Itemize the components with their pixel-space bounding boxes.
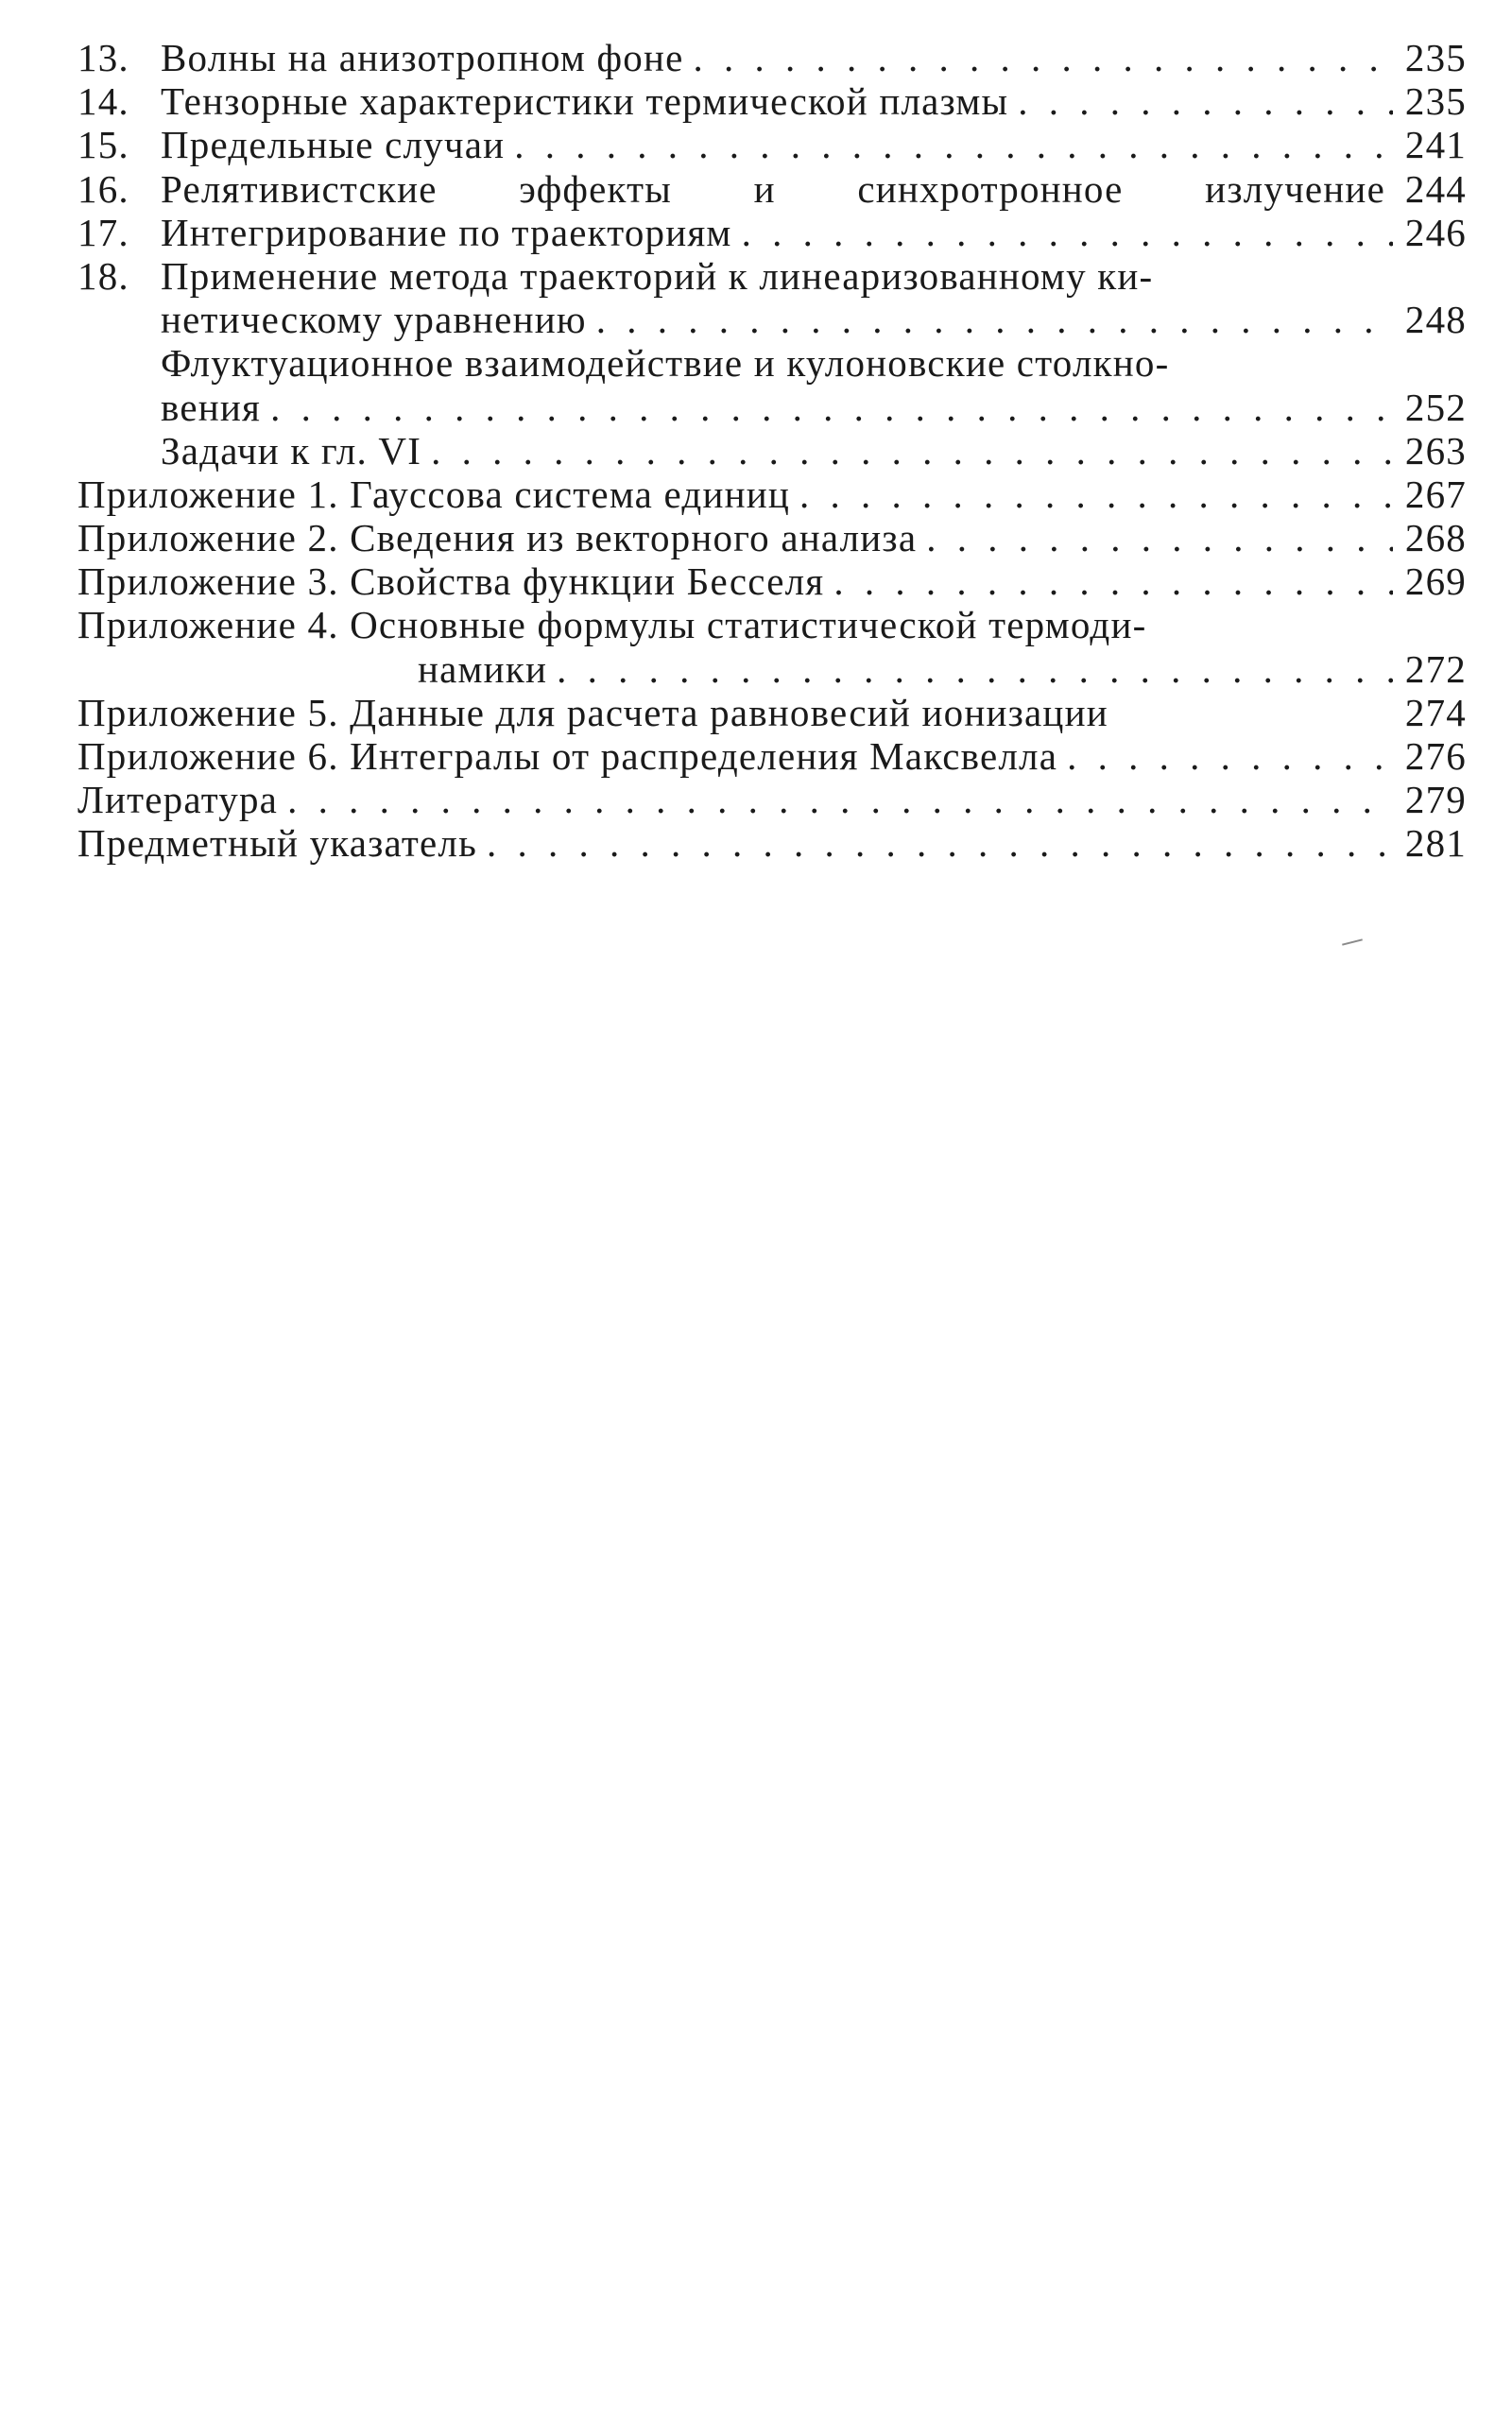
dot-leader [1018,79,1393,123]
entry-number: 18. [77,253,129,298]
entry-page: 281 [1404,821,1467,866]
entry-number: 16. [77,166,129,211]
toc-appendix-4 [77,603,1467,690]
entry-page: 267 [1404,472,1467,516]
toc-entry-15 [77,123,1467,166]
entry-page: 252 [1404,385,1467,429]
appendix-title: Гауссова система единиц [350,472,791,516]
dot-leader [514,123,1393,166]
dot-leader [1067,734,1393,778]
entry-number: 17. [77,210,129,254]
appendix-label: Приложение 2. [77,516,339,560]
entry-page: 248 [1404,298,1467,342]
entry-title-word: синхротронное [857,166,1124,211]
appendix-title-line2: намики [418,646,548,691]
appendix-label: Приложение 4. [77,603,339,647]
entry-title: Волны на анизотропном фоне [161,36,684,79]
entry-title-word: и [753,166,776,211]
toc-entry-13 [77,36,1467,79]
toc-appendix-5 [77,691,1467,734]
dot-leader [487,821,1393,865]
entry-title: Тензорные характеристики термической плазмы [161,79,1009,124]
appendix-title: Интегралы от распределения Максвелла [350,734,1058,778]
appendix-title-line1: Основные формулы статистической термоди- [350,603,1147,647]
entry-title-line2: вения [161,385,262,429]
entry-title-line1: Применение метода траекторий к линеаризованному ки- [161,253,1154,298]
entry-title-line2: нетическому уравнению [161,298,587,342]
dot-leader [799,473,1393,516]
toc-entry-17 [77,211,1467,254]
entry-page: 276 [1404,734,1467,778]
entry-page: 244 [1404,166,1467,211]
entry-title-word: эффекты [519,166,672,211]
entry-page: 268 [1404,516,1467,560]
entry-page: 246 [1404,210,1467,254]
dot-leader [596,298,1393,341]
entry-page: 279 [1404,778,1467,822]
entry-title: Предельные случаи [161,123,506,167]
toc-entry-problems [77,429,1467,473]
entry-number: 13. [77,36,129,79]
appendix-label: Приложение 6. [77,734,339,778]
appendix-label: Приложение 1. [77,472,339,516]
entry-title: Интегрирование по траекториям [161,210,732,254]
entry-number: 15. [77,123,129,167]
entry-page: 272 [1404,646,1467,691]
entry-number: 14. [77,79,129,124]
appendix-title: Сведения из векторного анализа [350,516,918,560]
entry-title-word: излучение [1205,166,1385,211]
dot-leader [926,516,1393,559]
appendix-label: Приложение 3. [77,559,339,604]
appendix-title: Свойства функции Бесселя [350,559,825,604]
toc-appendix-1 [77,473,1467,516]
toc-subject-index [77,821,1467,865]
dot-leader [287,778,1393,821]
toc-appendix-3 [77,559,1467,603]
entry-page: 269 [1404,559,1467,604]
toc-entry-14 [77,79,1467,123]
entry-page: 235 [1404,36,1467,79]
toc-entry-18 [77,254,1467,341]
entry-page: 263 [1404,428,1467,473]
entry-title-word: Релятивистские [161,166,438,211]
dot-leader [694,36,1393,79]
toc-appendix-2 [77,516,1467,559]
toc-literature [77,778,1467,821]
entry-title [161,167,1385,211]
toc-entry-16 [77,167,1467,211]
dot-leader [557,647,1393,691]
entry-page: 274 [1404,690,1467,734]
table-of-contents [77,36,1467,866]
toc-entry-fluctuation [77,341,1467,428]
entry-title: Задачи к гл. VI [161,428,422,473]
stray-ink-mark [1342,938,1363,945]
entry-title: Литература [77,778,279,822]
dot-leader [431,429,1393,473]
dot-leader [833,559,1393,603]
dot-leader [742,211,1393,254]
toc-appendix-6 [77,734,1467,778]
appendix-title: Данные для расчета равновесий ионизации [350,690,1108,734]
entry-title: Предметный указатель [77,821,477,866]
entry-page: 235 [1404,79,1467,124]
appendix-label: Приложение 5. [77,690,339,734]
entry-title-line1: Флуктуационное взаимодействие и кулоновские столкно- [161,341,1170,386]
entry-page: 241 [1404,123,1467,167]
dot-leader [270,386,1393,429]
